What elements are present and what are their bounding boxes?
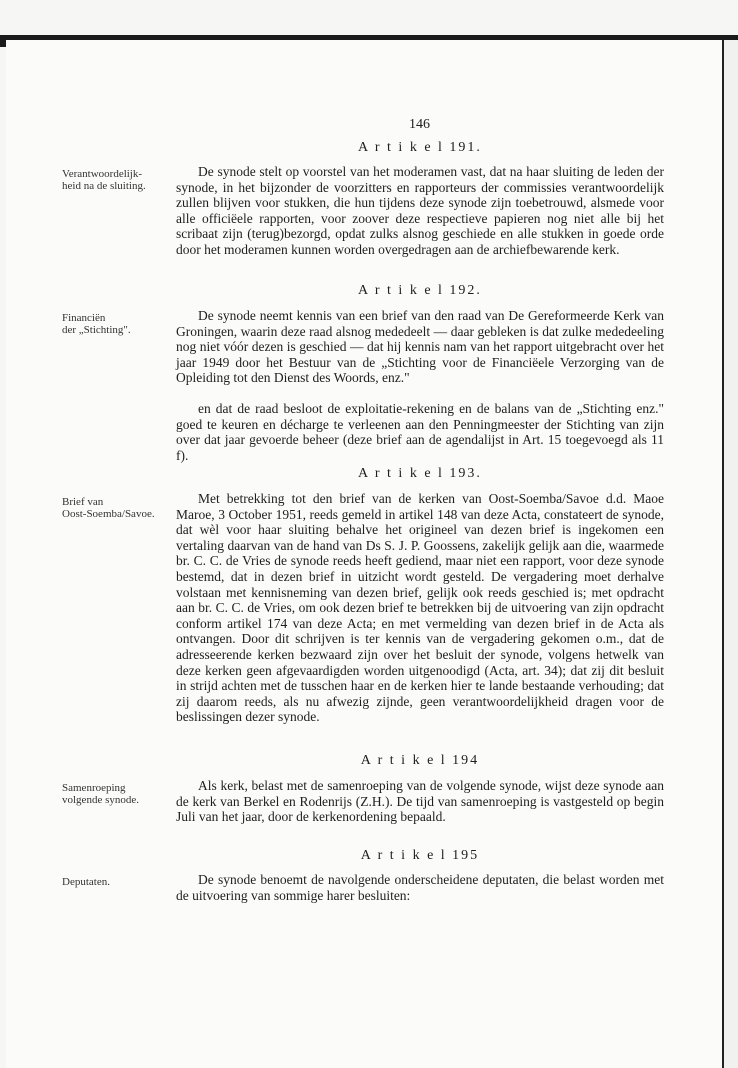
adjacent-page-edge — [722, 40, 738, 1068]
margin-note-line: Oost-Soemba/Savoe. — [62, 508, 155, 520]
article-heading: A r t i k e l 191. — [358, 140, 482, 155]
margin-note-line: der „Stichting". — [62, 324, 131, 336]
margin-note — [62, 312, 174, 336]
article-paragraph: en dat de raad besloot de exploitatie-rekening en de balans van de „Stichting enz." goed te keuren en décharge te verleenen aan den Penningmeester der Stichting van zijn over dat jaar gevoerde beheer (deze brief aan de agendalijst in Art. 15 toegevoegd als 11 f). — [176, 401, 664, 463]
margin-note-line: Financiën — [62, 312, 106, 324]
margin-note — [62, 782, 174, 806]
article-paragraph: De synode stelt op voorstel van het moderamen vast, dat na haar sluiting de leden der synode, in het bijzonder de voorzitters en rapporteurs der commissies verantwoordelijk zullen blijven voor stukken, die hun tijdens deze synode zijn toebetrouwd, alsmede voor alle officiëele rapporten, voor zoover deze respectieve papieren nog niet alle bij het scribaat zijn (terug)bezorgd, opdat zulks alsnog geschiede en alle stukken in goede orde door het moderamen kunnen worden overgedragen aan de archiefbewarende kerk. — [176, 164, 664, 257]
margin-note-line: volgende synode. — [62, 794, 139, 806]
article-paragraph: Als kerk, belast met de samenroeping van de volgende synode, wijst deze synode aan de kerk van Berkel en Rodenrijs (Z.H.). De tijd van samenroeping is vastgesteld op begin Juli van het jaar, door de kerkenordening bepaald. — [176, 778, 664, 825]
margin-note-line: heid na de sluiting. — [62, 180, 146, 192]
article-paragraph: De synode neemt kennis van een brief van den raad van De Gereformeerde Kerk van Groningen, waarin deze raad alsnog mededeelt — daar gebleken is dat zulke mededeeling nog niet vóór dezen is geschied — dat hij kennis nam van het rapport uitgebracht over het jaar 1949 door het Bestuur van de „Stichting voor de Financiëele Verzorging van de Opleiding tot den Dienst des Woords, enz." — [176, 308, 664, 386]
article-heading: A r t i k e l 192. — [358, 283, 482, 298]
margin-note-line: Verantwoordelijk- — [62, 168, 143, 180]
margin-note-line: Deputaten. — [62, 876, 110, 888]
article-paragraph: De synode benoemt de navolgende onderscheidene deputaten, die belast worden met de uitvoering van sommige harer besluiten: — [176, 872, 664, 903]
margin-note — [62, 496, 174, 520]
margin-note-line: Samenroeping — [62, 782, 126, 794]
article-heading: A r t i k e l 193. — [358, 466, 482, 481]
article-paragraph: Met betrekking tot den brief van de kerken van Oost-Soemba/Savoe d.d. Maoe Maroe, 3 October 1951, reeds gemeld in artikel 148 van deze Acta, constateert de synode, dat wèl voor haar sluiting behalve het origineel van dezen brief is ingekomen een vertaling daarvan van de hand van Ds S. J. P. Goossens, zakelijk gelijk aan die, waarmede br. C. C. de Vries de synode reeds heeft gediend, maar niet een rapport, voor deze synode bestemd, dat in dezen brief in uitzicht wordt gesteld. De vergadering moet derhalve volstaan met kennisneming van dezen brief, gelijk ook reeds geschied is; met opdracht aan br. C. C. de Vries, om ook dezen brief te betrekken bij de uitvoering van zijn opdracht conform artikel 174 van deze Acta; en met vermelding van dezen brief in de Acta als ontvangen. Door dit schrijven is ter kennis van de vergadering gekomen o.m., dat de adresseerende kerken bezwaard zijn over het besluit der synode, volgens hetwelk van deze kerken geen afgevaardigden worden uitgenoodigd (Acta, art. 34); dat zij dit besluit in strijd achten met de tusschen haar en de kerken hier te lande bestaande verhouding; dat zij daarom reeds, als nu afwezig zijnde, geen verantwoordelijkheid dragen voor de beslissingen dezer synode. — [176, 491, 664, 725]
margin-note — [62, 168, 174, 192]
article-heading: A r t i k e l 194 — [360, 753, 480, 768]
page-number: 146 — [409, 117, 430, 132]
margin-note — [62, 876, 174, 888]
article-heading: A r t i k e l 195 — [360, 848, 480, 863]
margin-note-line: Brief van — [62, 496, 104, 508]
